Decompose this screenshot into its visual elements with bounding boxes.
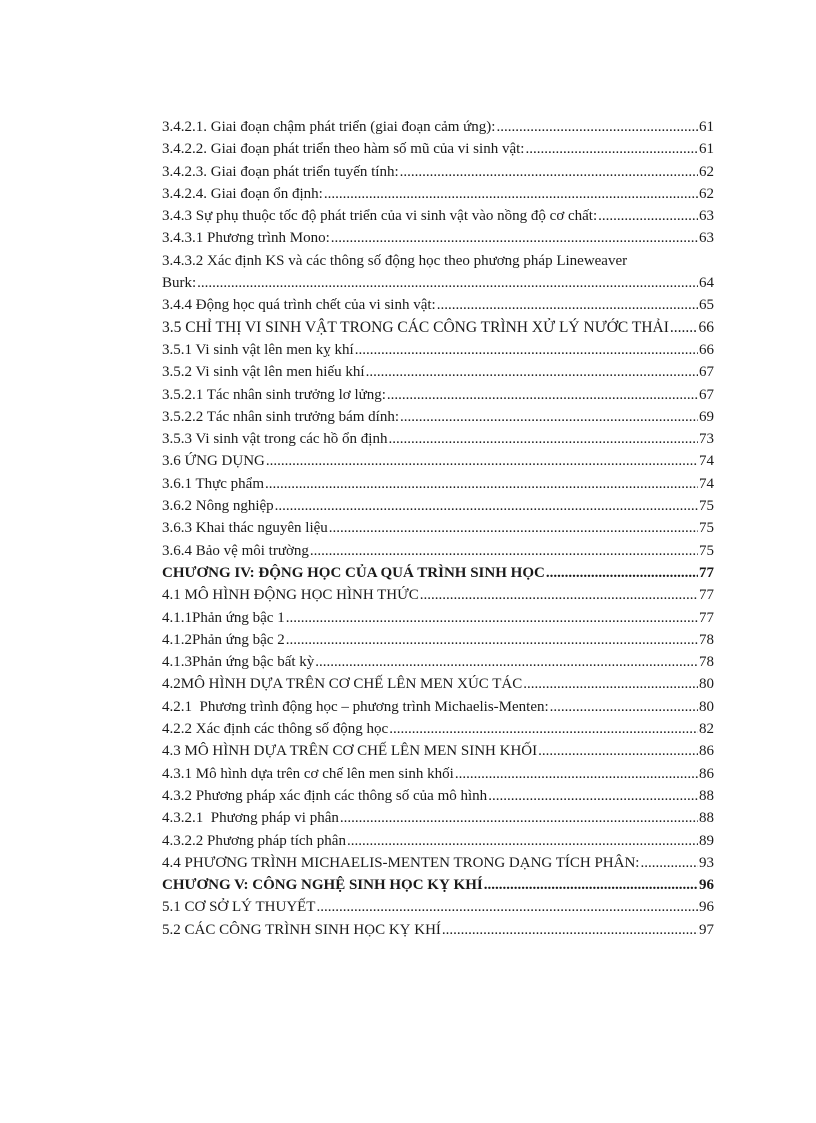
dot-leader: [388, 428, 698, 450]
toc-entry-page: 66: [698, 318, 714, 336]
toc-entry-page: 75: [699, 520, 714, 537]
toc-entry[interactable]: [162, 161, 714, 183]
table-of-contents: [162, 116, 714, 941]
toc-entry-title: 3.4.3.1 Phương trình Mono:: [162, 230, 330, 247]
dot-leader: [366, 361, 698, 383]
toc-entry-title: CHƯƠNG V: CÔNG NGHỆ SINH HỌC KỴ KHÍ: [162, 877, 483, 894]
toc-section-entry[interactable]: [162, 919, 714, 941]
toc-entry-page: 63: [699, 230, 714, 247]
toc-entry-title: 3.4.2.3. Giai đoạn phát triển tuyến tính:: [162, 163, 399, 180]
toc-entry-title: 3.6.4 Bảo vệ môi trường: [162, 542, 309, 559]
toc-entry-page: 88: [699, 787, 714, 804]
dot-leader: [316, 896, 698, 918]
toc-entry[interactable]: [162, 406, 714, 428]
toc-entry-page: 80: [699, 676, 714, 693]
toc-entry[interactable]: [162, 384, 714, 406]
toc-entry-title: 4.3 MÔ HÌNH DỰA TRÊN CƠ CHẾ LÊN MEN SINH KHỐI: [162, 743, 538, 760]
toc-entry-title: 5.1 CƠ SỞ LÝ THUYẾT: [162, 899, 316, 916]
toc-entry[interactable]: [162, 830, 714, 852]
dot-leader: [496, 116, 698, 138]
toc-entry-title: 3.6.3 Khai thác nguyên liệu: [162, 520, 328, 537]
toc-entry-page: 65: [699, 297, 714, 314]
dot-leader: [347, 830, 698, 852]
toc-section-entry[interactable]: [162, 852, 714, 874]
dot-leader: [286, 607, 698, 629]
toc-entry-title: 3.5.2.2 Tác nhân sinh trưởng bám dính:: [162, 408, 400, 425]
toc-entry-title: 3.5.1 Vi sinh vật lên men kỵ khí: [162, 341, 354, 358]
toc-entry[interactable]: [162, 807, 714, 829]
toc-entry-page: 78: [699, 631, 714, 648]
toc-entry-title: CHƯƠNG IV: ĐỘNG HỌC CỦA QUÁ TRÌNH SINH HỌC: [162, 564, 545, 581]
dot-leader: [598, 205, 698, 227]
dot-leader: [286, 629, 698, 651]
toc-entry[interactable]: [162, 696, 714, 718]
toc-entry-title: 3.5.3 Vi sinh vật trong các hồ ổn định: [162, 431, 388, 448]
toc-entry-title: 4.1.2Phản ứng bậc 2: [162, 631, 285, 648]
toc-section-entry[interactable]: [162, 450, 714, 472]
toc-entry[interactable]: [162, 205, 714, 227]
dot-leader: [389, 718, 698, 740]
toc-entry-title: 3.4.3 Sự phụ thuộc tốc độ phát triển của vi sinh vật vào nồng độ cơ chất:: [162, 208, 598, 225]
toc-entry-title: 3.6.2 Nông nghiệp: [162, 498, 274, 515]
toc-entry-title: 4.1 MÔ HÌNH ĐỘNG HỌC HÌNH THỨC: [162, 587, 419, 604]
toc-entry[interactable]: [162, 763, 714, 785]
dot-leader: [442, 919, 698, 941]
toc-entry-page: 96: [699, 877, 714, 894]
toc-entry-page: 88: [699, 810, 714, 827]
toc-entry-page: 62: [699, 185, 714, 202]
dot-leader: [420, 584, 698, 606]
dot-leader: [266, 450, 698, 472]
dot-leader: [670, 317, 698, 339]
toc-entry-title-line1: 3.4.3.2 Xác định KS và các thông số động học theo phương pháp Lineweaver: [162, 252, 628, 269]
toc-entry-page: 69: [699, 408, 714, 425]
toc-entry-first-line[interactable]: [162, 250, 714, 272]
dot-leader: [275, 495, 698, 517]
toc-section-entry[interactable]: [162, 317, 714, 339]
toc-entry-title: 4.3.1 Mô hình dựa trên cơ chế lên men sinh khối: [162, 765, 454, 782]
dot-leader: [538, 740, 698, 762]
dot-leader: [400, 406, 698, 428]
dot-leader: [525, 138, 698, 160]
toc-entry-page: 74: [699, 453, 714, 470]
toc-entry-page: 77: [699, 564, 714, 581]
toc-entry-page: 74: [699, 475, 714, 492]
toc-entry-page: 61: [699, 119, 714, 135]
dot-leader: [455, 763, 698, 785]
toc-entry-title: 5.2 CÁC CÔNG TRÌNH SINH HỌC KỴ KHÍ: [162, 921, 441, 938]
toc-section-entry[interactable]: [162, 673, 714, 695]
dot-leader: [546, 562, 698, 584]
toc-entry[interactable]: [162, 607, 714, 629]
toc-entry-page: 77: [699, 587, 714, 604]
toc-entry[interactable]: [162, 629, 714, 651]
toc-entry-page: 75: [699, 498, 714, 515]
toc-entry[interactable]: [162, 339, 714, 361]
toc-entry-page: 96: [699, 899, 714, 916]
toc-entry-title: 3.4.2.2. Giai đoạn phát triển theo hàm số mũ của vi sinh vật:: [162, 141, 525, 158]
toc-entry-page: 63: [699, 208, 714, 225]
toc-entry[interactable]: [162, 138, 714, 160]
toc-entry[interactable]: [162, 473, 714, 495]
toc-entry[interactable]: [162, 428, 714, 450]
dot-leader: [315, 651, 698, 673]
toc-chapter-entry[interactable]: [162, 874, 714, 896]
toc-entry[interactable]: [162, 183, 714, 205]
toc-entry-title: 3.4.4 Động học quá trình chết của vi sinh vật:: [162, 297, 436, 314]
toc-entry-page: 66: [699, 341, 714, 358]
toc-entry-title: 3.4.2.1. Giai đoạn chậm phát triển (giai đoạn cảm ứng):: [162, 119, 496, 135]
toc-entry-title: 3.5 CHỈ THỊ VI SINH VẬT TRONG CÁC CÔNG TRÌNH XỬ LÝ NƯỚC THẢI: [162, 318, 669, 336]
toc-entry-page: 75: [699, 542, 714, 559]
dot-leader: [310, 540, 698, 562]
toc-entry-title: 4.2.1 Phương trình động học – phương trình Michaelis-Menten:: [162, 698, 549, 715]
toc-entry-page: 86: [699, 765, 714, 782]
toc-entry-page: 86: [699, 743, 714, 760]
dot-leader: [523, 673, 698, 695]
toc-section-entry[interactable]: [162, 896, 714, 918]
dot-leader: [484, 874, 698, 896]
toc-entry[interactable]: [162, 785, 714, 807]
dot-leader: [640, 852, 698, 874]
toc-entry[interactable]: [162, 361, 714, 383]
toc-entry[interactable]: [162, 651, 714, 673]
dot-leader: [437, 294, 698, 316]
toc-entry-title: 4.1.3Phản ứng bậc bất kỳ: [162, 654, 315, 671]
toc-chapter-entry[interactable]: [162, 562, 714, 584]
toc-entry-page: 62: [699, 163, 714, 180]
toc-entry-page: 78: [699, 654, 714, 671]
toc-entry-page: 80: [699, 698, 714, 715]
toc-entry-page: 89: [699, 832, 714, 849]
toc-entry-title: 3.5.2 Vi sinh vật lên men hiếu khí: [162, 364, 365, 381]
dot-leader: [329, 517, 698, 539]
toc-entry[interactable]: [162, 116, 714, 138]
toc-entry-title: 4.3.2 Phương pháp xác định các thông số của mô hình: [162, 787, 488, 804]
toc-entry-title: 3.5.2.1 Tác nhân sinh trưởng lơ lửng:: [162, 386, 386, 403]
toc-entry-title: 4.2MÔ HÌNH DỰA TRÊN CƠ CHẾ LÊN MEN XÚC TÁC: [162, 676, 523, 693]
dot-leader: [324, 183, 698, 205]
toc-entry-title: 3.4.2.4. Giai đoạn ổn định:: [162, 185, 323, 202]
toc-entry-title: 3.6 ỨNG DỤNG: [162, 453, 265, 470]
toc-entry-page: 77: [699, 609, 714, 626]
toc-section-entry[interactable]: [162, 584, 714, 606]
toc-entry-title: Burk:: [162, 275, 197, 292]
toc-section-entry[interactable]: [162, 740, 714, 762]
toc-entry-page: 97: [699, 921, 714, 938]
toc-entry[interactable]: [162, 294, 714, 316]
dot-leader: [197, 272, 698, 294]
dot-leader: [488, 785, 698, 807]
toc-entry-title: 4.4 PHƯƠNG TRÌNH MICHAELIS-MENTEN TRONG DẠNG TÍCH PHÂN:: [162, 854, 640, 871]
toc-entry-page: 82: [699, 721, 714, 738]
toc-entry-page: 93: [699, 854, 714, 871]
dot-leader: [340, 807, 698, 829]
toc-entry[interactable]: [162, 227, 714, 249]
toc-entry-page: 64: [699, 275, 714, 292]
dot-leader: [331, 227, 698, 249]
toc-entry[interactable]: [162, 540, 714, 562]
toc-entry[interactable]: [162, 272, 714, 294]
dot-leader: [550, 696, 698, 718]
dot-leader: [400, 161, 698, 183]
toc-entry[interactable]: [162, 718, 714, 740]
toc-entry-page: 67: [699, 364, 714, 381]
toc-entry-title: 3.6.1 Thực phẩm: [162, 475, 265, 492]
toc-entry-title: 4.2.2 Xác định các thông số động học: [162, 721, 389, 738]
toc-entry[interactable]: [162, 517, 714, 539]
dot-leader: [387, 384, 698, 406]
dot-leader: [265, 473, 698, 495]
toc-entry-page: 61: [699, 141, 714, 158]
dot-leader: [355, 339, 698, 361]
toc-entry[interactable]: [162, 495, 714, 517]
toc-entry-title: 4.3.2.2 Phương pháp tích phân: [162, 832, 346, 849]
toc-entry-page: 73: [699, 431, 714, 448]
toc-entry-title: 4.1.1Phản ứng bậc 1: [162, 609, 285, 626]
toc-entry-page: 67: [699, 386, 714, 403]
toc-entry-title: 4.3.2.1 Phương pháp vi phân: [162, 810, 339, 827]
